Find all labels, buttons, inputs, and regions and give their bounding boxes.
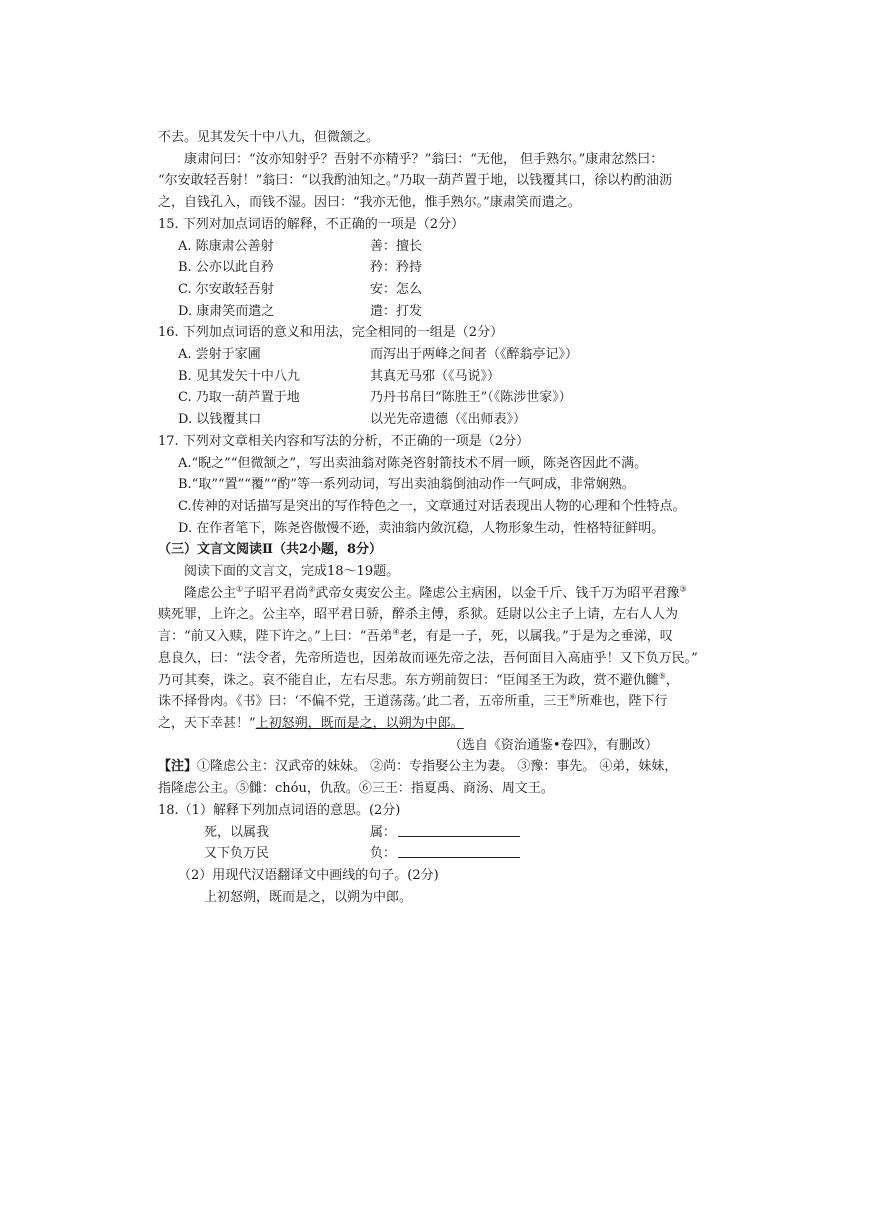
classical-passage-line: 言：“前又入赎，陛下许之。”上曰：“吾弟④老，有是一子，死，以属我。”于是为之垂涕，叹	[158, 627, 673, 645]
passage-source: （选自《资治通鉴•卷四》，有删改）	[448, 737, 658, 753]
footnote-marker: ⑥	[569, 692, 577, 702]
q17-option-b: B.“取”“置”“覆”“酌”等一系列动词，写出卖油翁倒油动作一气呵成，非常娴熟。	[178, 477, 635, 493]
option-left: C. 乃取一葫芦置于地	[178, 390, 300, 406]
q17-option-c: C.传神的对话描写是突出的写作特色之一，文章通过对话表现出人物的心理和个性特点。	[178, 498, 686, 514]
passage-line: 康肃问曰：“汝亦知射乎？吾射不亦精乎？”翁曰：“无他， 但手熟尔。”康肃忿然曰：	[184, 151, 664, 167]
option-left: A. 尝射于家圃	[178, 347, 261, 363]
section-heading: （三）文言文阅读Ⅱ（共2小题，8分）	[158, 542, 383, 558]
notes-head: 【注】	[158, 759, 198, 775]
underlined-sentence: 上初怒朔，既而是之，以朔为中郎。	[255, 715, 464, 731]
q18-sub2-stem: （2）用现代汉语翻译文中画线的句子。(2分)	[178, 867, 439, 883]
q18-sub2-sentence: 上初怒朔，既而是之，以朔为中郎。	[204, 889, 413, 905]
option-right: 以光先帝遗德（《出师表》）	[370, 412, 527, 428]
footnote-marker: ⑤	[658, 671, 666, 681]
option-right: 矜：矜持	[370, 260, 423, 276]
option-left: D. 康肃笑而遣之	[178, 303, 275, 319]
answer-blank[interactable]	[398, 843, 520, 858]
q16-option-b	[158, 366, 718, 388]
notes-line: 指隆虑公主。⑤雠：chóu，仇敌。⑥三王：指夏禹、商汤、周文王。	[158, 781, 554, 797]
passage-line: 不去。见其发矢十中八九，但微颔之。	[158, 130, 380, 145]
q17-option-d: D. 在作者笔下，陈尧咨傲慢不逊，卖油翁内敛沉稳，人物形象生动，性格特征鲜明。	[178, 520, 665, 536]
question-18-stem: 18.（1）解释下列加点词语的意思。(2分)	[158, 802, 401, 818]
classical-passage-line: 诛不择骨肉。《书》曰：‘不偏不党，王道荡荡。’此二者，五帝所重，三王⑥所难也，陛下行	[158, 692, 668, 710]
question-17-stem: 17. 下列对文章相关内容和写法的分析，不正确的一项是（2分）	[158, 433, 530, 449]
classical-passage-line: 赎死罪，上许之。公主卒，昭平君日骄，醉杀主傅，系狱。廷尉以公主子上请，左右人人为	[158, 607, 679, 623]
footnote-marker: ②	[308, 584, 316, 594]
option-right: 而泻出于两峰之间者（《醉翁亭记》）	[370, 347, 579, 363]
answer-blank[interactable]	[398, 822, 520, 837]
classical-passage-line: 隆虑公主①子昭平君尚②武帝女夷安公主。隆虑公主病困，以金千斤、钱千万为昭平君豫③	[184, 584, 687, 601]
option-left: A. 陈康肃公善射	[178, 238, 274, 254]
q15-option-d	[158, 301, 718, 323]
q15-option-c	[158, 279, 718, 301]
notes-line: 【注】①隆虑公主：汉武帝的妹妹。 ②尚：专指娶公主为妻。 ③豫：事先。 ④弟，妹妹，	[158, 759, 678, 775]
option-left: D. 以钱覆其口	[178, 412, 262, 428]
q15-option-b	[158, 257, 718, 279]
option-left: C. 尔安敢轻吾射	[178, 281, 274, 297]
footnote-marker: ③	[679, 584, 687, 594]
option-right: 乃丹书帛曰“陈胜王”（《陈涉世家》）	[370, 390, 572, 406]
classical-passage-line: 乃可其奏，诛之。哀不能自止，左右尽悲。东方朔前贺曰：“臣闻圣王为政，赏不避仇雠⑤，	[158, 671, 679, 688]
question-16-stem: 16. 下列加点词语的意义和用法，完全相同的一组是（2分）	[158, 325, 504, 341]
option-right: 遣：打发	[370, 303, 423, 319]
page-content	[158, 127, 718, 908]
footnote-marker: ①	[236, 584, 244, 594]
question-15-stem: 15. 下列对加点词语的解释，不正确的一项是（2分）	[158, 216, 465, 232]
q18-item: 死，以属我 属：	[158, 822, 718, 844]
q16-option-a	[158, 344, 718, 366]
q15-option-a	[158, 236, 718, 258]
option-left: B. 公亦以此自矜	[178, 260, 274, 276]
passage-line: “尔安敢轻吾射！”翁曰：“以我酌油知之。”乃取一葫芦置于地，以钱覆其口，徐以杓酌油沥	[158, 173, 673, 189]
q16-option-d	[158, 409, 718, 431]
classical-passage-line: 之，天下幸甚！”上初怒朔，既而是之，以朔为中郎。	[158, 715, 464, 731]
passage-line: 之，自钱孔入，而钱不湿。因曰：“我亦无他，惟手熟尔。”康肃笑而遣之。	[158, 195, 581, 211]
q16-option-c	[158, 387, 718, 409]
option-right: 其真无马邪（《马说》）	[370, 368, 501, 384]
option-right: 善：擅长	[370, 238, 423, 254]
option-left: B. 见其发矢十中八九	[178, 368, 300, 384]
option-right: 安：怎么	[370, 281, 423, 297]
q17-option-a: A.“睨之”“但微颔之”，写出卖油翁对陈尧咨射箭技术不屑一顾，陈尧咨因此不满。	[178, 455, 648, 471]
q18-item: 又下负万民 负：	[158, 843, 718, 865]
classical-passage-line: 息良久，曰：“法令者，先帝所造也，因弟故而诬先帝之法，吾何面目入高庙乎！又下负万民。”	[158, 650, 698, 666]
footnote-marker: ④	[392, 627, 400, 637]
section-instruction: 阅读下面的文言文，完成18～19题。	[184, 564, 400, 580]
